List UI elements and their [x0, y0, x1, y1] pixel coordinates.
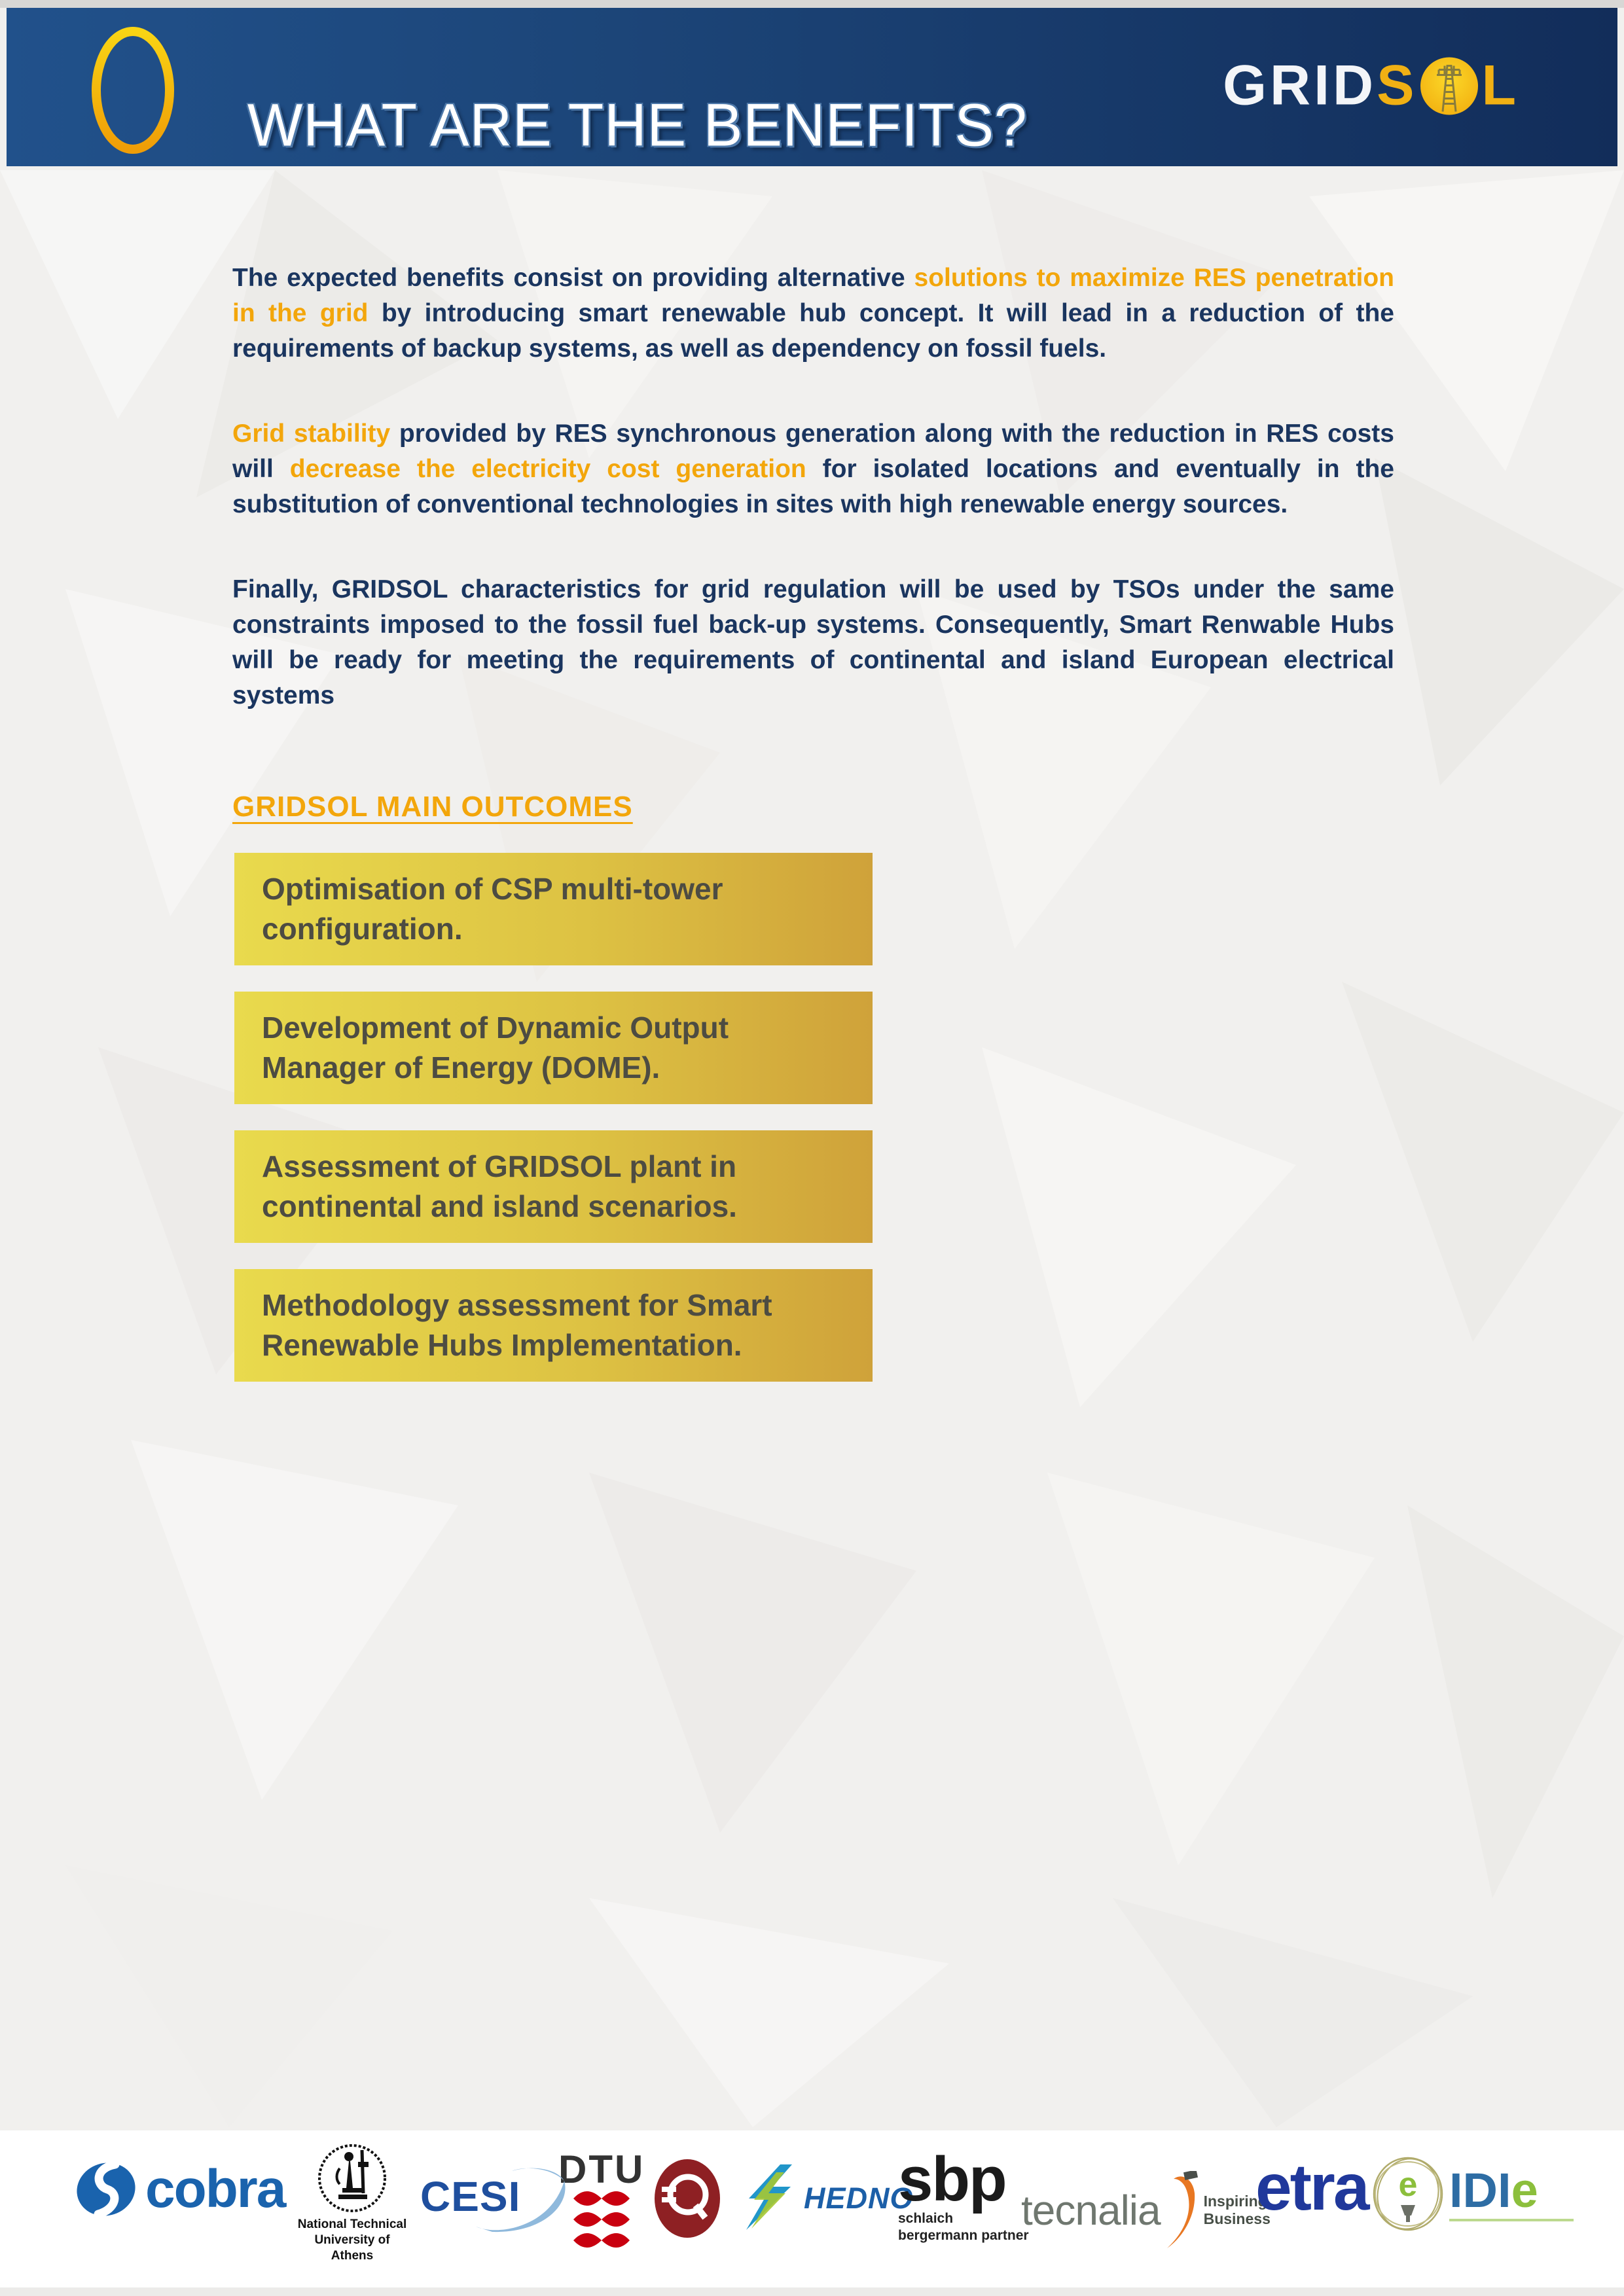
sbp-sublabel: [898, 2210, 1029, 2244]
logo-tecnalia: [1021, 2171, 1271, 2250]
sbp-sublabel-line2: bergermann partner: [898, 2228, 1029, 2243]
cobra-swirl-icon: [73, 2157, 139, 2222]
page-bottom-edge: [0, 2287, 1624, 2296]
outcome-text: Optimisation of CSP multi-tower configuration.: [262, 872, 723, 946]
outcome-box-1: [234, 853, 873, 965]
paragraph-grid-stability: [232, 416, 1394, 522]
gridsol-logo-l: L: [1481, 54, 1519, 117]
etra-label: etra: [1255, 2151, 1368, 2224]
ellipse-ring-icon: [84, 25, 182, 156]
hedno-label: HEDNO: [804, 2181, 914, 2215]
text-segment: The expected benefits consist on providing alternative: [232, 264, 914, 292]
text-segment: provided by RES synchronous generation along with the reduction in RES costs will: [232, 420, 1394, 483]
idie-bulb-icon: [1369, 2155, 1447, 2233]
text-segment-highlight: Grid stability: [232, 420, 391, 448]
header-banner: [7, 8, 1617, 166]
text-segment-highlight: solutions to maximize RES penetration in the grid: [232, 264, 1394, 327]
logo-cesi: [420, 2164, 564, 2236]
logo-hedno: [740, 2164, 914, 2233]
idie-label-idi: IDI: [1449, 2163, 1511, 2217]
logo-cobra: [73, 2157, 285, 2222]
tecnalia-label: tecnalia: [1021, 2187, 1161, 2234]
idie-label-e: e: [1511, 2163, 1538, 2217]
text-segment: Finally, GRIDSOL characteristics for grid regulation will be used by TSOs under the same constraints imposed to the fossil fuel back-up systems. Consequently, Smart Renwable Hubs will be ready for meeting the requirements of continental and island European electrical systems: [232, 575, 1394, 709]
ntua-label-line1: National Technical: [297, 2217, 407, 2231]
outcome-text: Assessment of GRIDSOL plant in continental and island scenarios.: [262, 1149, 737, 1223]
ntua-emblem-icon: [316, 2142, 388, 2214]
logo-sbp: [898, 2144, 1029, 2244]
tecnalia-tagline-line2: Business: [1203, 2210, 1271, 2227]
tecnalia-tagline-line1: Inspiring: [1203, 2193, 1267, 2210]
sun-tower-icon: [1418, 55, 1480, 117]
text-segment: for isolated locations and eventually in the substitution of conventional technologies in sites with high renewable energy sources.: [232, 455, 1394, 518]
idie-label: [1449, 2163, 1574, 2217]
sbp-sublabel-line1: schlaich: [898, 2211, 954, 2226]
partner-logos-footer: [0, 2130, 1624, 2296]
euroquality-oval-icon: [651, 2157, 723, 2243]
svg-text:e: e: [1398, 2166, 1418, 2204]
logo-etra: [1255, 2150, 1367, 2225]
tecnalia-swoosh-icon: [1161, 2171, 1199, 2250]
idie-tagline-placeholder: [1449, 2219, 1574, 2221]
sbp-label: sbp: [898, 2144, 1006, 2214]
cobra-label: cobra: [145, 2159, 285, 2219]
outcome-box-3: [234, 1130, 873, 1243]
gridsol-logo: [1223, 54, 1519, 118]
dtu-label: DTU: [558, 2147, 645, 2191]
text-segment-highlight: decrease the electricity cost generation: [289, 455, 806, 483]
logo-idie: [1369, 2155, 1574, 2233]
page-top-edge: [0, 0, 1624, 8]
outcome-box-2: [234, 992, 873, 1104]
text-segment: by introducing smart renewable hub concept. It will lead in a reduction of the requirements of backup systems, as well as dependency on fossil fuels.: [232, 299, 1394, 363]
logo-euroquality: [651, 2157, 723, 2243]
outcome-text: Methodology assessment for Smart Renewable Hubs Implementation.: [262, 1288, 772, 1362]
ntua-label: [293, 2217, 411, 2264]
paragraph-tso: [232, 572, 1394, 713]
paragraph-benefits: [232, 260, 1394, 367]
page-title: WHAT ARE THE BENEFITS?: [247, 91, 1028, 158]
outcome-box-4: [234, 1269, 873, 1382]
cesi-label: CESI: [420, 2173, 521, 2220]
logo-ntua: [293, 2142, 411, 2264]
gridsol-logo-s: S: [1377, 54, 1418, 117]
outcome-text: Development of Dynamic Output Manager of Energy (DOME).: [262, 1011, 729, 1085]
ntua-label-line2: University of Athens: [314, 2233, 390, 2263]
outcomes-heading: GRIDSOL MAIN OUTCOMES: [232, 791, 633, 823]
gridsol-logo-grid: GRID: [1223, 54, 1377, 117]
hedno-bolt-icon: [740, 2164, 800, 2233]
